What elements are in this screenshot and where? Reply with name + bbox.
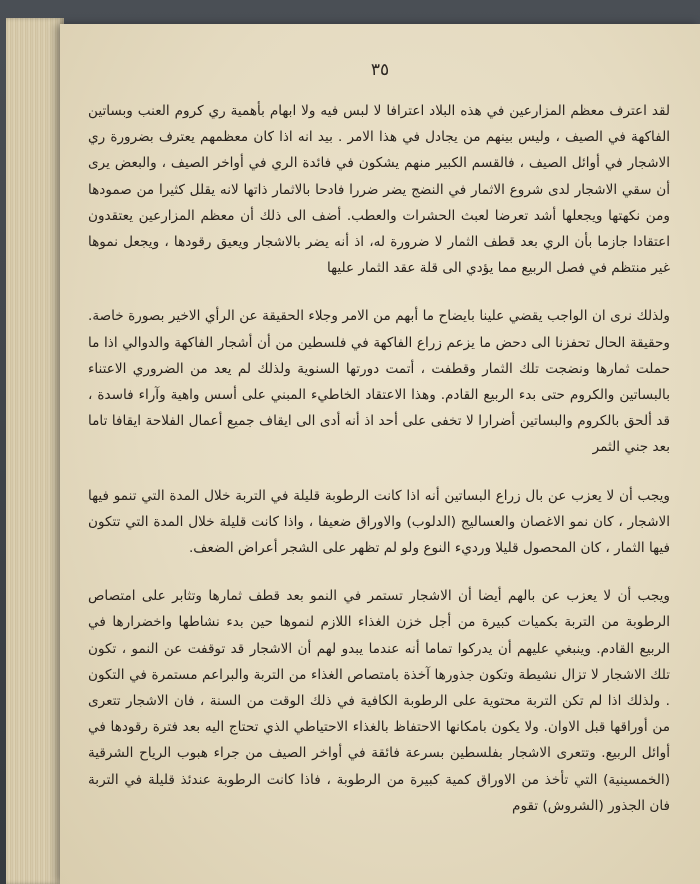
paragraph-4: ويجب أن لا يعزب عن بالهم أيضا أن الاشجار تستمر في النمو بعد قطف ثمارها وتثابر على امتصاص الرطوبة من التربة بكميات كبيرة من أجل خزن الغذاء اللازم لنموها حين بدء نشاطها واخضرارها في الربيع القادم. وينبغي عليهم أن يدركوا تماما أنه عندما يبدو لهم أن الاشجار قد توقفت عن النمو ، تكون تلك الاشجار لا تزال نشيطة وتكون جذورها آخذة بامتصاص الغذاء من التربة والبراعم مستمرة في التكون . ولذلك اذا لم تكن التربة محتوية على الرطوبة الكافية في ذلك الوقت من السنة ، فان الاشجار تتعرى من أوراقها قبل الاوان. ولا يكون بامكانها الاحتفاظ بالغذاء الاحتياطي الذي تحتاج اليه بعد فترة رقودها في أوائل الربيع. وتتعرى الاشجار بفلسطين بسرعة فائقة في أواخر الصيف من جراء هبوب الرياح الشرقية (الخمسينية) التي تأخذ من الاوراق كمية كبيرة من الرطوبة ، فاذا كانت الرطوبة عندئذ قليلة في التربة فان الجذور (الشروش) تقوم <box>88 588 670 814</box>
body-text <box>88 98 670 819</box>
page-number: ٣٥ <box>370 60 390 80</box>
paragraph-3: ويجب أن لا يعزب عن بال زراع البساتين أنه اذا كانت الرطوبة قليلة في التربة خلال المدة التي تنمو فيها الاشجار ، كان نمو الاغصان والعساليج (الدلوب) والاوراق ضعيفا ، واذا كانت قليلة خلال المدة التي تتكون فيها الثمار ، كان المحصول قليلا ورديء النوع ولو لم تظهر على الشجر أعراض الضعف. <box>88 487 670 557</box>
book-page-edges <box>6 18 64 884</box>
paragraph-2: ولذلك نرى ان الواجب يقضي علينا بايضاح ما أبهم من الامر وجلاء الحقيقة عن الرأي الاخير بصورة خاصة. وحقيقة الحال تحفزنا الى دحض ما يزعم زراع الفاكهة في فلسطين من أن أشجار الفاكهة والدوالي اذا ما حملت ثمارها ونضجت تلك الثمار وقطفت ، أتمت دورتها السنوية ولذلك لم يعد من الضروري الاعتناء بالبساتين والكروم حتى بدء الربيع القادم. وهذا الاعتقاد الخاطيء المبني على أسس واهية وآراء فاسدة ، قد ألحق بالكروم والبساتين أضرارا لا تخفى على أحد اذ أنه أدى الى ايقاف جميع أعمال الفلاحة ايقافا تاما بعد جني الثمر <box>88 308 670 456</box>
paragraph-1: لقد اعترف معظم المزارعين في هذه البلاد اعترافا لا لبس فيه ولا ابهام بأهمية ري كروم العنب وبساتين الفاكهة في الصيف ، وليس بينهم من يجادل في هذا الامر . بيد انه اذا كان معظمهم يعترف بضرورة ري الاشجار في أوائل الصيف ، فالقسم الكبير منهم يشكون في فائدة الري في أواخر الصيف ، والبعض يرى أن سقي الاشجار لدى شروع الاثمار في النضج يضر ضررا فادحا بالاثمار ذاتها لانه يقلل كثيرا من صمودها ومن نكهتها ويجعلها أشد تعرضا لعبث الحشرات والعطب. أضف الى ذلك أن معظم المزارعين يعتقدون اعتقادا جازما بأن الري بعد قطف الثمار لا ضرورة له، اذ أنه يضر بالاشجار ويعيق رقودها ، ويجعل نموها غير منتظم في فصل الربيع مما يؤدي الى قلة عقد الثمار عليها <box>88 103 670 277</box>
book-page <box>60 24 700 884</box>
